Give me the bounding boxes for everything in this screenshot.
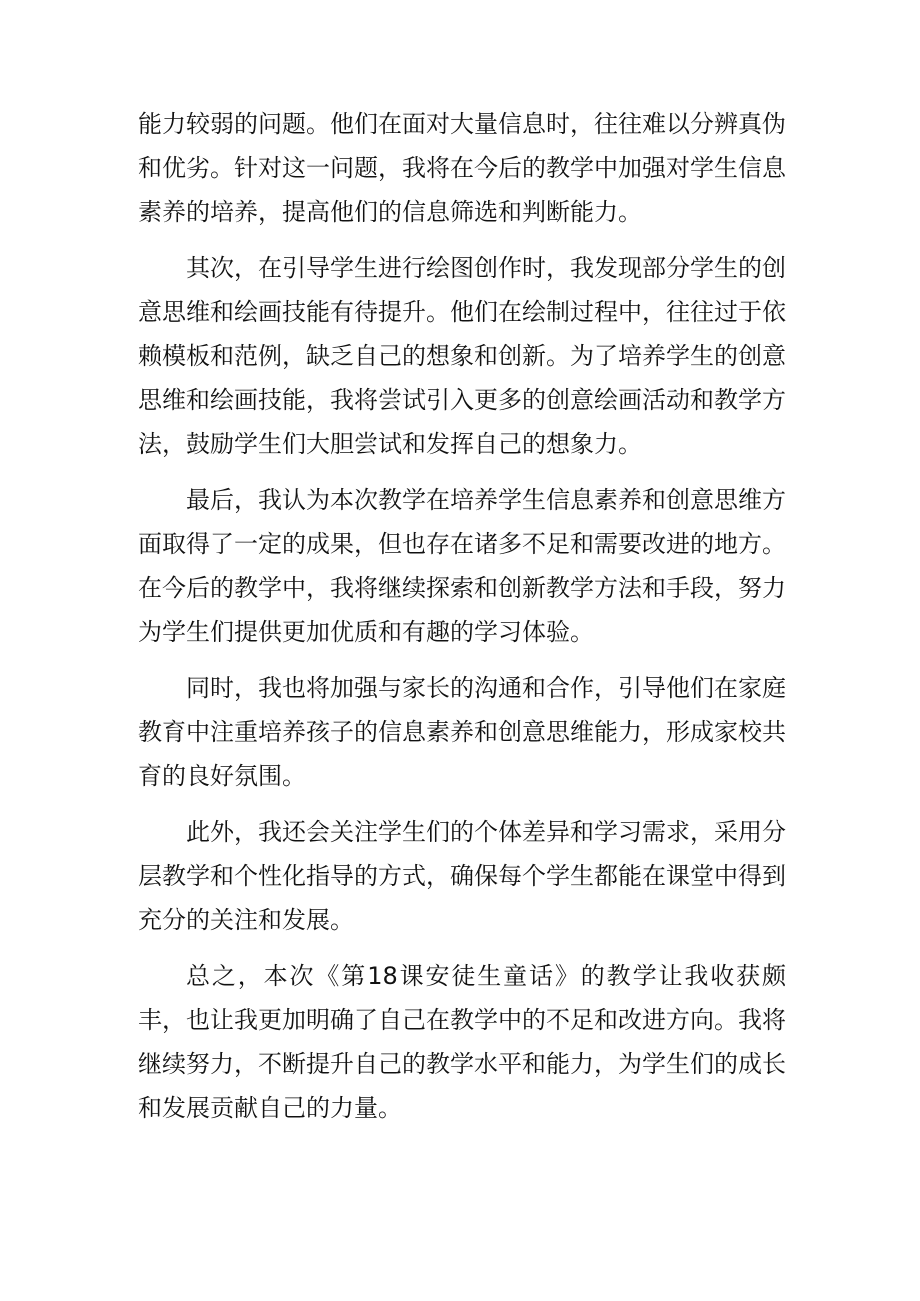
paragraph-continuation: 能力较弱的问题。他们在面对大量信息时，往往难以分辨真伪和优劣。针对这一问题，我将在今后的教学中加强对学生信息素养的培养，提高他们的信息筛选和判断能力。 xyxy=(138,110,786,226)
paragraph-creative-thinking: 其次，在引导学生进行绘图创作时，我发现部分学生的创意思维和绘画技能有待提升。他们在绘制过程中，往往过于依赖模板和范例，缺乏自己的想象和创新。为了培养学生的创意思维和绘画技能，我将尝试引入更多的创意绘画活动和教学方法，鼓励学生们大胆尝试和发挥自己的想象力。 xyxy=(138,254,786,458)
paragraph-individual-differences: 此外，我还会关注学生们的个体差异和学习需求，采用分层教学和个性化指导的方式，确保每个学生都能在课堂中得到充分的关注和发展。 xyxy=(138,818,786,934)
paragraph-parent-cooperation: 同时，我也将加强与家长的沟通和合作，引导他们在家庭教育中注重培养孩子的信息素养和创意思维能力，形成家校共育的良好氛围。 xyxy=(138,674,786,790)
document-body xyxy=(138,102,786,1142)
paragraph-conclusion-results: 最后，我认为本次教学在培养学生信息素养和创意思维方面取得了一定的成果，但也存在诸多不足和需要改进的地方。在今后的教学中，我将继续探索和创新教学方法和手段，努力为学生们提供更加优质和有趣的学习体验。 xyxy=(138,486,786,646)
paragraph-summary: 总之，本次《第18课安徒生童话》的教学让我收获颇丰，也让我更加明确了自己在教学中的不足和改进方向。我将继续努力，不断提升自己的教学水平和能力，为学生们的成长和发展贡献自己的力量。 xyxy=(138,962,786,1122)
